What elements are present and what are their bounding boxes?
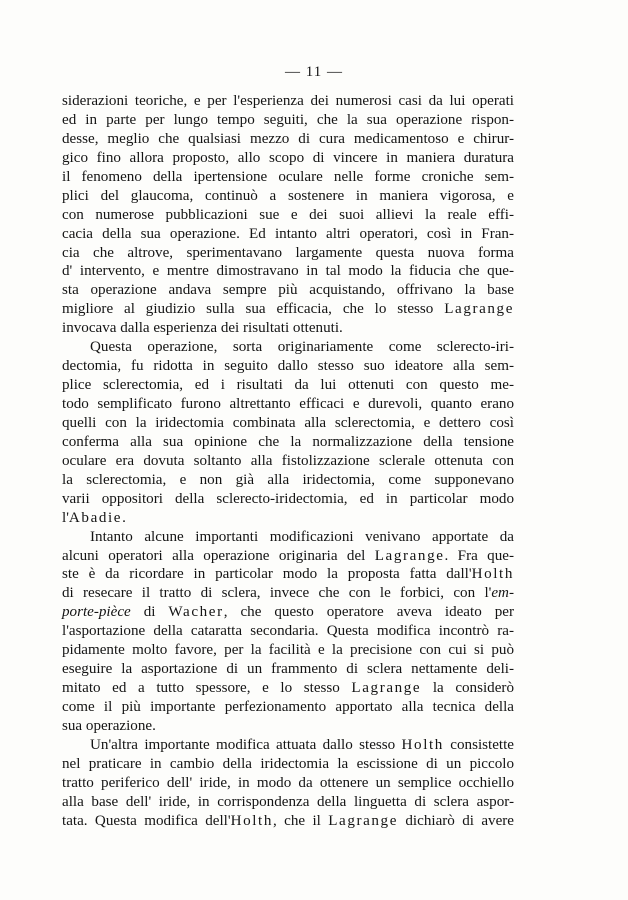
text-segment: migliore al giudizio sulla sua efficacia, che lo stesso	[62, 301, 445, 318]
text-line: come il più importante perfezionamento apportato alla tecnica della	[62, 699, 514, 715]
text-line: ed in parte per lungo tempo seguiti, che la sua operazione rispon-	[62, 111, 514, 128]
text-line: cacia della sua operazione. Ed intanto altri operatori, così in Fran-	[62, 225, 514, 242]
text-line: pidamente molto favore, per la facilità e la precisione con cui si può	[62, 642, 514, 659]
text-line	[62, 509, 514, 528]
text-line	[62, 603, 514, 622]
text-line: Questa operazione, sorta originariamente come sclerecto-iri-	[90, 339, 514, 356]
text-line	[62, 584, 514, 603]
text-line: l'asportazione della cataratta secondaria. Questa modifica incontrò ra-	[62, 623, 514, 640]
text-line: plice sclerectomia, ed i risultati da lui ottenuti con questo me-	[62, 377, 514, 394]
author-name: Lagrange	[351, 680, 422, 697]
text-line: eseguire la asportazione di un frammento di sclera nettamente deli-	[62, 661, 514, 678]
text-segment: .	[122, 509, 126, 526]
text-line: gico fino allora proposto, allo scopo di vincere in maniera duratura	[62, 149, 514, 166]
italic-term: porte-pièce	[62, 604, 131, 621]
text-segment: dichiarò di avere	[398, 812, 514, 829]
text-line	[62, 300, 514, 319]
text-segment: di resecare il tratto di sclera, invece che con le forbici, con l'	[62, 585, 492, 602]
text-segment: tata. Questa modifica dell'	[62, 812, 231, 829]
text-line: nel praticare in cambio della iridectomia la escissione di un piccolo	[62, 755, 514, 772]
text-line	[62, 565, 514, 584]
italic-term: em-	[491, 585, 514, 602]
text-segment: ste è da ricordare in particolar modo la proposta fatta dall'	[62, 566, 472, 583]
text-line	[62, 679, 514, 698]
text-line: alla base dell' iride, in corrispondenza della linguetta di sclera aspor-	[62, 793, 514, 810]
text-segment: consistette	[443, 736, 514, 753]
text-line: sua operazione.	[62, 717, 156, 734]
text-segment: , che questo operatore aveva ideato per	[223, 604, 514, 621]
author-name: Holth	[471, 566, 514, 583]
text-line: desse, meglio che qualsiasi mezzo di cura medicamentoso e chirur-	[62, 130, 514, 147]
text-line: siderazioni teoriche, e per l'esperienza dei numerosi casi da lui operati	[62, 93, 514, 109]
author-name: Wacher	[168, 604, 224, 621]
text-segment: . Fra que-	[444, 547, 514, 564]
text-line: quelli con la iridectomia combinata alla sclerectomia, e dettero così	[62, 414, 514, 431]
text-segment: di	[130, 604, 169, 621]
author-name: Lagrange	[328, 812, 399, 829]
text-line: cia che altrove, sperimentavano largamente questa nuova forma	[62, 244, 514, 261]
author-name: Lagrange	[444, 301, 514, 318]
text-line: conferma alla sua opinione che la normalizzazione della tensione	[62, 433, 514, 450]
text-line	[62, 736, 514, 755]
author-name: Abadie	[68, 509, 123, 526]
text-line: varii oppositori della sclerecto-iridectomia, ed in particolar modo	[62, 490, 514, 507]
text-line: Intanto alcune importanti modificazioni venivano apportate da	[90, 528, 514, 545]
author-name: Holth	[401, 736, 444, 753]
text-segment: la considerò	[421, 680, 514, 697]
text-segment: mitato ed a tutto spessore, e lo stesso	[62, 680, 352, 697]
author-name: Lagrange	[374, 547, 445, 564]
text-line: dectomia, fu ridotta in seguito dallo stesso suo ideatore alla sem-	[62, 358, 514, 375]
text-line: il fenomeno della ipertensione oculare nelle forme croniche sem-	[62, 168, 514, 185]
page-number: — 11 —	[285, 64, 343, 80]
text-line: sta operazione andava sempre più acquistando, offrivano la base	[62, 282, 514, 299]
text-line: tratto periferico dell' iride, in modo da ottenere un semplice occhiello	[62, 774, 514, 791]
body-text	[62, 92, 514, 831]
text-line: con numerose pubblicazioni sue e dei suoi allievi la reale effi-	[62, 206, 514, 223]
text-segment: alcuni operatori alla operazione originaria del	[62, 547, 375, 564]
text-line	[62, 547, 514, 566]
text-segment: , che il	[272, 812, 329, 829]
text-line: invocava dalla esperienza dei risultati ottenuti.	[62, 320, 343, 337]
text-segment: l'	[62, 509, 69, 526]
text-segment: Un'altra importante modifica attuata dallo stesso	[90, 736, 402, 753]
text-line: la sclerectomia, e non già alla iridectomia, come supponevano	[62, 471, 514, 488]
text-line: todo semplificato furono altrettanto efficaci e durevoli, quanto erano	[62, 396, 514, 412]
text-line	[62, 812, 514, 831]
text-line: oculare era dovuta soltanto alla fistolizzazione sclerale ottenuta con	[62, 452, 514, 469]
text-line: d' intervento, e mentre dimostravano in tal modo la fiducia che que-	[62, 263, 514, 280]
text-line: plici del glaucoma, continuò a sostenere in maniera vigorosa, e	[62, 187, 514, 204]
author-name: Holth	[230, 812, 273, 829]
